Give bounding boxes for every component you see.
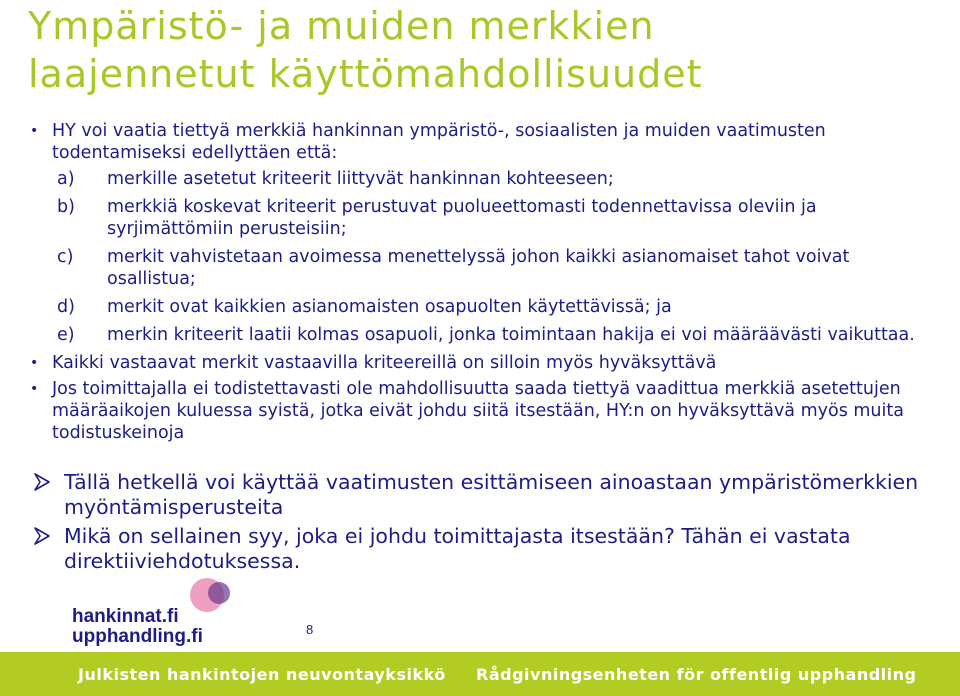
sub-item-d [30, 296, 942, 318]
slide-title [28, 2, 948, 98]
arrow-item-text: Mikä on sellainen syy, joka ei johdu toimittajasta itsestään? Tähän ei vastata direktiiviehdotuksessa. [64, 524, 851, 573]
arrow-item-text: Tällä hetkellä voi käyttää vaatimusten esittämiseen ainoastaan ympäristömerkkien myöntämisperusteita [64, 470, 919, 519]
sub-item-b [30, 196, 942, 240]
bullet-item [30, 378, 942, 444]
sub-item-label: b) [57, 197, 75, 217]
title-line-1: Ympäristö- ja muiden merkkien [28, 4, 655, 48]
footer-text-sv: Rådgivningsenheten för offentlig upphandling [476, 665, 917, 684]
bullet-text: Kaikki vastaavat merkit vastaavilla kriteereillä on silloin myös hyväksyttävä [52, 353, 717, 373]
sub-item-text: merkit vahvistetaan avoimessa menettelyssä johon kaikki asianomaiset tahot voivat osallistua; [107, 247, 850, 289]
sub-item-label: a) [57, 169, 75, 189]
bullet-item [30, 120, 942, 164]
sub-item-text: merkille asetetut kriteerit liittyvät hankinnan kohteeseen; [107, 169, 614, 189]
logo-circle-icon [208, 582, 230, 604]
sub-item-a [30, 168, 942, 190]
bullet-dot-icon: • [30, 355, 39, 371]
bullet-dot-icon: • [30, 123, 39, 139]
arrow-bullet-icon [32, 472, 52, 492]
logo-text-sv: upphandling.fi [72, 626, 203, 647]
footer-bar [0, 652, 960, 696]
hankinnat-logo [72, 578, 252, 646]
sub-item-label: c) [57, 247, 74, 267]
bullet-item [30, 352, 942, 374]
arrow-item [30, 524, 942, 574]
sub-item-label: d) [57, 297, 75, 317]
bullet-text: Jos toimittajalla ei todistettavasti ole mahdollisuutta saada tiettyä vaadittua merkkiä asetettujen määräaikojen kuluessa syistä, jotka eivät johdu siitä itsestään, HY:n on hyväksyttävä myös muita todistuskeinoja [52, 379, 904, 443]
arrow-bullet-icon [32, 526, 52, 546]
footer-text-fi: Julkisten hankintojen neuvontayksikkö [78, 665, 446, 684]
sub-item-label: e) [57, 325, 75, 345]
bullet-text: HY voi vaatia tiettyä merkkiä hankinnan ympäristö-, sosiaalisten ja muiden vaatimusten todentamiseksi edellyttäen että: [52, 121, 826, 163]
logo-text-fi: hankinnat.fi [72, 606, 179, 627]
arrow-item [30, 470, 942, 520]
sub-item-text: merkit ovat kaikkien asianomaisten osapuolten käytettävissä; ja [107, 297, 672, 317]
sub-item-e [30, 324, 942, 346]
title-line-2: laajennetut käyttömahdollisuudet [28, 52, 703, 96]
sub-item-c [30, 246, 942, 290]
sub-item-text: merkkiä koskevat kriteerit perustuvat puolueettomasti todennettavissa oleviin ja syrjimättömiin perusteisiin; [107, 197, 817, 239]
page-number: 8 [306, 622, 314, 637]
sub-item-text: merkin kriteerit laatii kolmas osapuoli, jonka toimintaan hakija ei voi määräävästi vaikuttaa. [107, 325, 915, 345]
bullet-dot-icon: • [30, 381, 39, 397]
slide-content [30, 120, 942, 578]
